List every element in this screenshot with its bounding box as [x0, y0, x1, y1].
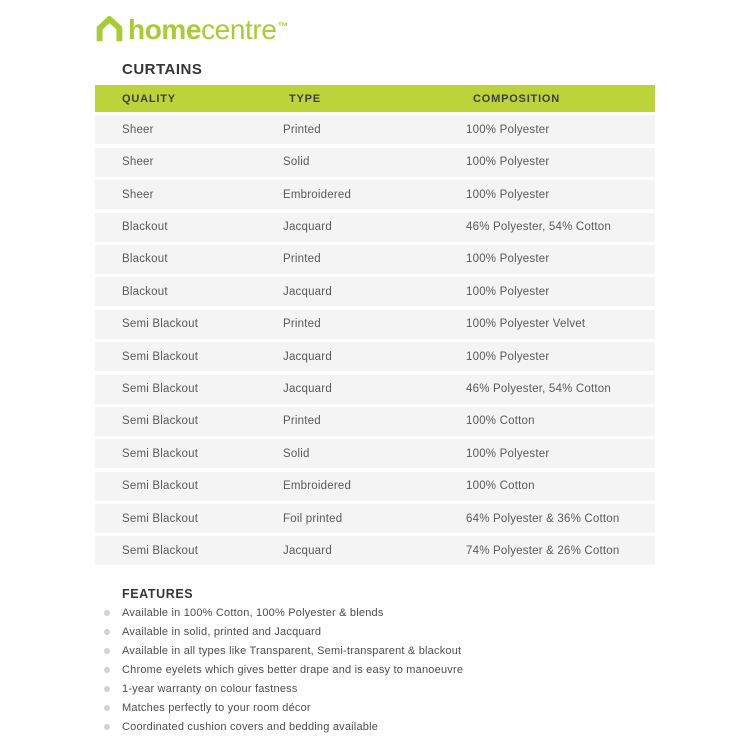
cell-type: Printed [283, 318, 321, 331]
feature-text: Coordinated cushion covers and bedding available [122, 720, 379, 733]
cell-composition: 46% Polyester, 54% Cotton [466, 221, 611, 234]
feature-text: Chrome eyelets which gives better drape and is easy to manoeuvre [122, 663, 464, 676]
cell-quality: Semi Blackout [122, 544, 199, 557]
column-header-quality: QUALITY [122, 92, 176, 105]
cell-type: Foil printed [283, 512, 343, 525]
cell-type: Jacquard [283, 285, 332, 298]
table-row [95, 407, 655, 436]
table-row [95, 375, 655, 404]
cell-composition: 100% Polyester [466, 156, 550, 169]
cell-type: Embroidered [283, 188, 352, 201]
bullet-icon [104, 667, 110, 673]
table-row [95, 115, 655, 144]
bullet-icon [104, 629, 110, 635]
feature-item [104, 603, 644, 622]
table-body [95, 115, 655, 565]
feature-item [104, 717, 644, 736]
feature-text: Available in all types like Transparent, Semi-transparent & blackout [122, 644, 462, 657]
cell-type: Solid [283, 447, 310, 460]
bullet-icon [104, 686, 110, 692]
cell-quality: Blackout [122, 285, 168, 298]
curtains-spec-table [95, 85, 655, 569]
cell-composition: 100% Polyester [466, 123, 550, 136]
column-header-type: TYPE [289, 92, 321, 105]
column-header-composition: COMPOSITION [473, 92, 561, 105]
feature-item [104, 679, 644, 698]
table-row [95, 504, 655, 533]
cell-quality: Sheer [122, 188, 154, 201]
features-list [104, 603, 644, 736]
feature-item [104, 660, 644, 679]
cell-type: Jacquard [283, 544, 332, 557]
cell-type: Embroidered [283, 480, 352, 493]
cell-quality: Semi Blackout [122, 383, 199, 396]
cell-composition: 100% Polyester [466, 447, 550, 460]
table-row [95, 277, 655, 306]
cell-composition: 100% Polyester [466, 350, 550, 363]
trademark-symbol: ™ [277, 21, 289, 33]
cell-composition: 100% Cotton [466, 480, 535, 493]
feature-item [104, 698, 644, 717]
feature-text: Matches perfectly to your room décor [122, 701, 311, 714]
feature-text: 1-year warranty on colour fastness [122, 682, 298, 695]
cell-quality: Semi Blackout [122, 447, 199, 460]
cell-composition: 100% Cotton [466, 415, 535, 428]
table-row [95, 213, 655, 242]
cell-quality: Sheer [122, 123, 154, 136]
bullet-icon [104, 648, 110, 654]
feature-text: Available in solid, printed and Jacquard [122, 625, 322, 638]
cell-composition: 100% Polyester [466, 285, 550, 298]
table-row [95, 439, 655, 468]
cell-composition: 64% Polyester & 36% Cotton [466, 512, 620, 525]
table-row [95, 472, 655, 501]
table-row [95, 310, 655, 339]
house-icon [96, 16, 123, 43]
features-title: FEATURES [122, 587, 194, 601]
cell-quality: Blackout [122, 253, 168, 266]
logo-word-home: home [128, 14, 202, 45]
feature-item [104, 622, 644, 641]
cell-quality: Semi Blackout [122, 318, 199, 331]
homecentre-logo [96, 15, 288, 51]
table-row [95, 180, 655, 209]
cell-type: Printed [283, 415, 321, 428]
cell-quality: Semi Blackout [122, 512, 199, 525]
table-row [95, 536, 655, 565]
cell-quality: Sheer [122, 156, 154, 169]
cell-type: Printed [283, 123, 321, 136]
cell-type: Solid [283, 156, 310, 169]
cell-type: Jacquard [283, 221, 332, 234]
table-header-row [95, 85, 655, 112]
bullet-icon [104, 610, 110, 616]
feature-text: Available in 100% Cotton, 100% Polyester & blends [122, 606, 384, 619]
cell-quality: Semi Blackout [122, 350, 199, 363]
logo-word-centre: centre [201, 14, 277, 45]
cell-composition: 46% Polyester, 54% Cotton [466, 383, 611, 396]
cell-composition: 100% Polyester [466, 253, 550, 266]
cell-type: Printed [283, 253, 321, 266]
table-row [95, 148, 655, 177]
cell-type: Jacquard [283, 383, 332, 396]
feature-item [104, 641, 644, 660]
cell-type: Jacquard [283, 350, 332, 363]
cell-quality: Blackout [122, 221, 168, 234]
table-row [95, 342, 655, 371]
bullet-icon [104, 705, 110, 711]
cell-quality: Semi Blackout [122, 415, 199, 428]
bullet-icon [104, 724, 110, 730]
cell-quality: Semi Blackout [122, 480, 199, 493]
logo-text [128, 15, 288, 51]
cell-composition: 74% Polyester & 26% Cotton [466, 544, 620, 557]
cell-composition: 100% Polyester Velvet [466, 318, 586, 331]
cell-composition: 100% Polyester [466, 188, 550, 201]
table-row [95, 245, 655, 274]
page-title: CURTAINS [122, 61, 203, 78]
